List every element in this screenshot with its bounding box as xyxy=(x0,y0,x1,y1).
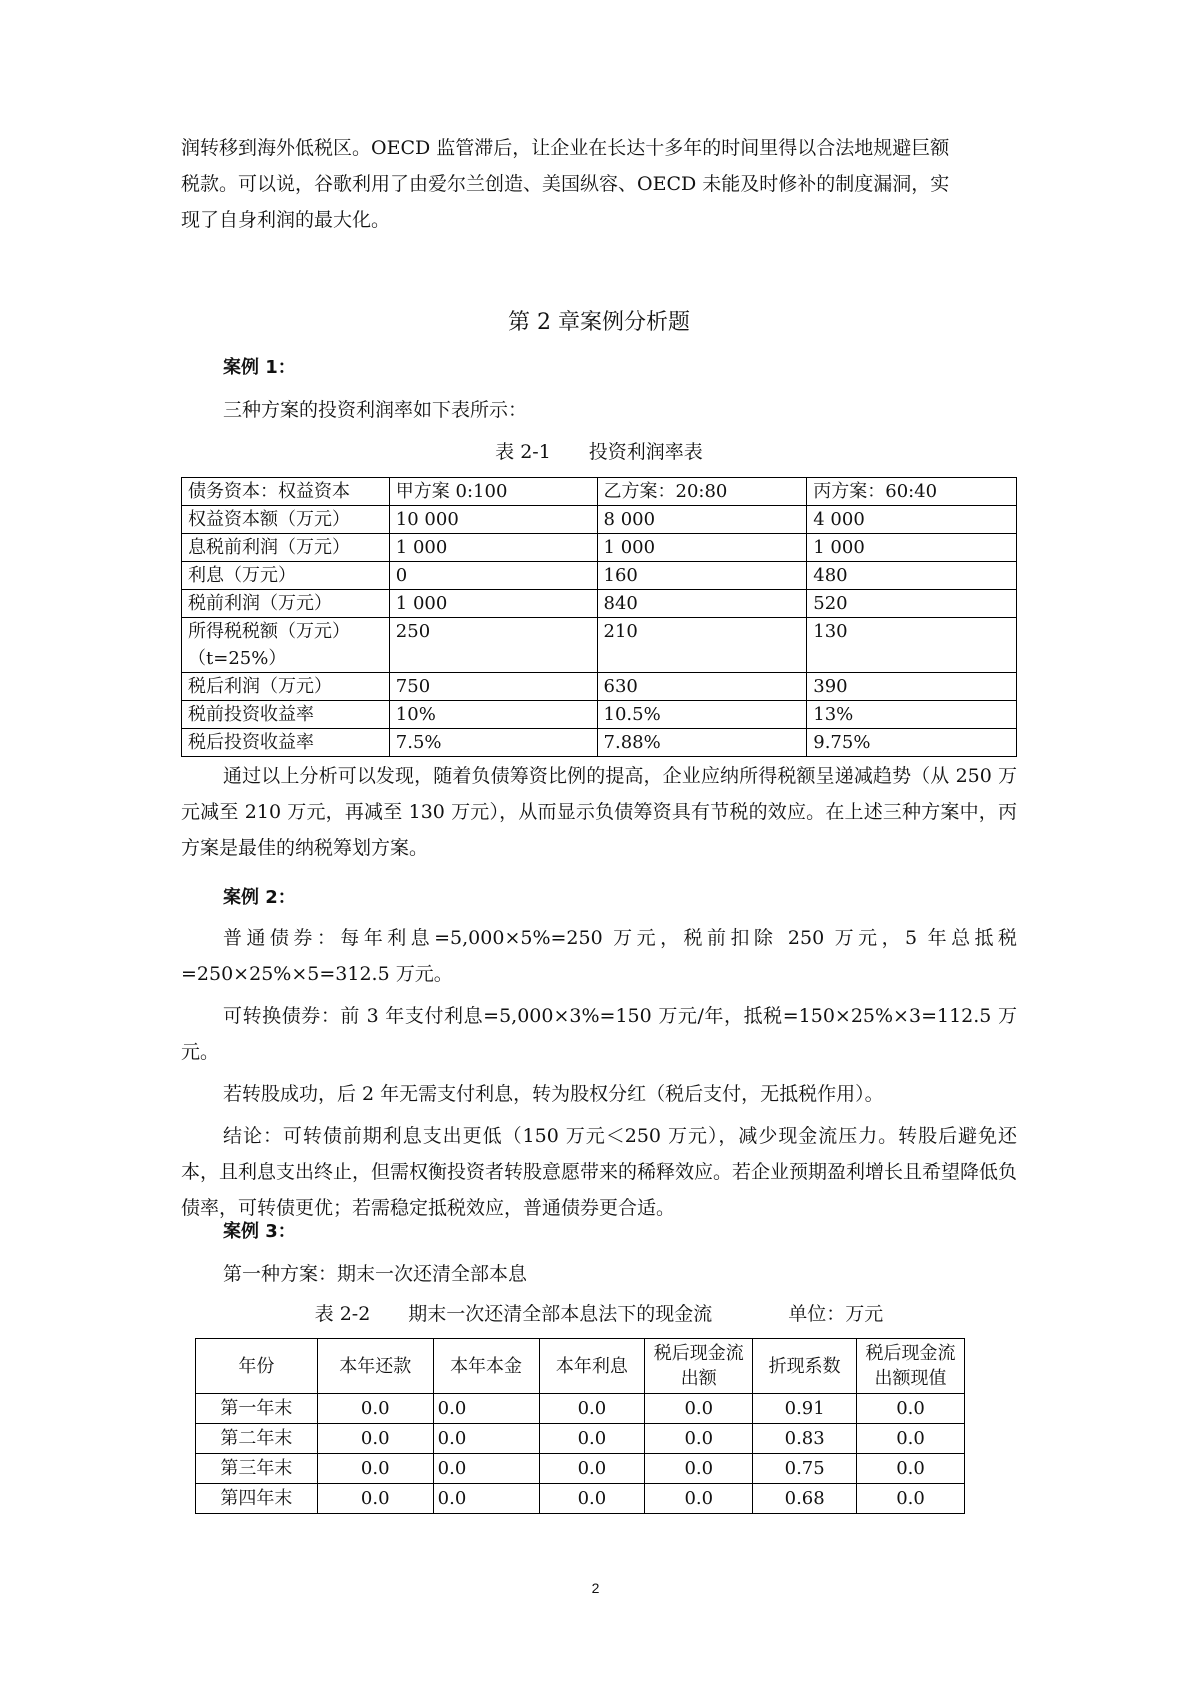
table-cell: 0.0 xyxy=(857,1394,965,1424)
table-row xyxy=(182,534,1017,562)
table-cell: 0.0 xyxy=(645,1454,753,1484)
table-cell: 第二年末 xyxy=(196,1424,318,1454)
table-cell: 本年还款 xyxy=(317,1339,433,1394)
table-cell: 税后投资收益率 xyxy=(182,729,390,757)
table-cell: 0.0 xyxy=(317,1484,433,1514)
table-2-1-caption: 表 2-1 投资利润率表 xyxy=(495,441,703,463)
table-row xyxy=(182,506,1017,534)
table-cell: 1 000 xyxy=(389,534,597,562)
table-cell: 利息（万元） xyxy=(182,562,390,590)
table-cell: 10 000 xyxy=(389,506,597,534)
table-cell: 0.83 xyxy=(753,1424,857,1454)
case2-paragraph-3: 若转股成功，后 2 年无需支付利息，转为股权分红（税后支付，无抵税作用）。 xyxy=(223,1083,884,1105)
table-cell: 7.5% xyxy=(389,729,597,757)
table-cell: 0.0 xyxy=(433,1484,539,1514)
table-cell: 税前投资收益率 xyxy=(182,701,390,729)
table-cell: 本年本金 xyxy=(433,1339,539,1394)
table-cell: 息税前利润（万元） xyxy=(182,534,390,562)
table-cell: 520 xyxy=(807,590,1017,618)
table-cell: 折现系数 xyxy=(753,1339,857,1394)
table-2-2-caption: 表 2-2 期末一次还清全部本息法下的现金流 单位：万元 xyxy=(314,1303,884,1325)
intro-paragraph xyxy=(181,130,1017,238)
table-cell: 390 xyxy=(807,673,1017,701)
table-header-row xyxy=(182,478,1017,506)
table-cell: 0.0 xyxy=(317,1424,433,1454)
table-cell: 0.0 xyxy=(645,1424,753,1454)
table-cell: 丙方案：60:40 xyxy=(807,478,1017,506)
table-cell: 0.0 xyxy=(857,1424,965,1454)
case3-label: 案例 3： xyxy=(223,1221,296,1242)
case2-label: 案例 2： xyxy=(223,887,296,908)
table-cell: 0.0 xyxy=(645,1484,753,1514)
table-cell: 税前利润（万元） xyxy=(182,590,390,618)
table-2-1 xyxy=(181,477,1017,757)
table-cell: 税后现金流出额现值 xyxy=(857,1339,965,1394)
table-cell: 1 000 xyxy=(389,590,597,618)
table-cell: 130 xyxy=(807,618,1017,673)
table-cell: 210 xyxy=(597,618,807,673)
table-cell: 甲方案 0:100 xyxy=(389,478,597,506)
table-cell: 所得税税额（万元）（t=25%） xyxy=(182,618,390,673)
table-cell: 1 000 xyxy=(807,534,1017,562)
table-cell: 0.0 xyxy=(433,1454,539,1484)
intro-line-1: 润转移到海外低税区。OECD 监管滞后，让企业在长达十多年的时间里得以合法地规避巨额 xyxy=(181,137,950,159)
page-number: 2 xyxy=(591,1580,600,1596)
table-cell: 840 xyxy=(597,590,807,618)
table-cell: 1 000 xyxy=(597,534,807,562)
table-header-row xyxy=(196,1339,965,1394)
table-cell: 7.88% xyxy=(597,729,807,757)
table-cell: 10.5% xyxy=(597,701,807,729)
chapter-title: 第 2 章案例分析题 xyxy=(508,310,690,335)
table-cell: 0.0 xyxy=(857,1454,965,1484)
case2-paragraph-4: 结论：可转债前期利息支出更低（150 万元＜250 万元），减少现金流压力。转股后避免还本，且利息支出终止，但需权衡投资者转股意愿带来的稀释效应。若企业预期盈利增长且希望降低负债率，可转债更优；若需稳定抵税效应，普通债券更合适。 xyxy=(181,1125,1018,1219)
table-row xyxy=(196,1484,965,1514)
table-cell: 160 xyxy=(597,562,807,590)
table-cell: 年份 xyxy=(196,1339,318,1394)
table-cell: 第四年末 xyxy=(196,1484,318,1514)
table-row xyxy=(182,618,1017,673)
table-row xyxy=(196,1424,965,1454)
table-cell: 480 xyxy=(807,562,1017,590)
table-cell: 税后现金流出额 xyxy=(645,1339,753,1394)
table-cell: 0 xyxy=(389,562,597,590)
case2-paragraph-2: 可转换债券：前 3 年支付利息=5,000×3%=150 万元/年，抵税=150×25%×3=112.5 万元。 xyxy=(181,1005,1017,1063)
table-cell: 4 000 xyxy=(807,506,1017,534)
case1-intro: 三种方案的投资利润率如下表所示： xyxy=(223,399,528,421)
table-cell: 第一年末 xyxy=(196,1394,318,1424)
table-row xyxy=(182,562,1017,590)
table-cell: 250 xyxy=(389,618,597,673)
table-cell: 权益资本额（万元） xyxy=(182,506,390,534)
table-row xyxy=(182,590,1017,618)
table-cell: 630 xyxy=(597,673,807,701)
case1-conclusion: 通过以上分析可以发现，随着负债筹资比例的提高，企业应纳所得税额呈递减趋势（从 250 万元减至 210 万元，再减至 130 万元），从而显示负债筹资具有节税的效应。在上述三种方案中，丙方案是最佳的纳税筹划方案。 xyxy=(181,765,1017,859)
table-cell: 乙方案：20:80 xyxy=(597,478,807,506)
table-cell: 0.0 xyxy=(645,1394,753,1424)
table-cell: 13% xyxy=(807,701,1017,729)
table-cell: 0.0 xyxy=(317,1454,433,1484)
table-row xyxy=(196,1454,965,1484)
table-cell: 0.91 xyxy=(753,1394,857,1424)
table-row xyxy=(196,1394,965,1424)
table-cell: 0.0 xyxy=(539,1484,645,1514)
table-cell: 0.0 xyxy=(539,1394,645,1424)
table-cell: 9.75% xyxy=(807,729,1017,757)
table-cell: 税后利润（万元） xyxy=(182,673,390,701)
table-cell: 0.0 xyxy=(857,1484,965,1514)
intro-line-3: 现了自身利润的最大化。 xyxy=(181,209,391,231)
table-cell: 0.68 xyxy=(753,1484,857,1514)
table-2-2 xyxy=(195,1338,965,1514)
table-cell: 0.0 xyxy=(433,1424,539,1454)
case1-label: 案例 1： xyxy=(223,357,296,378)
table-cell: 第三年末 xyxy=(196,1454,318,1484)
table-cell: 0.0 xyxy=(539,1454,645,1484)
case3-intro: 第一种方案：期末一次还清全部本息 xyxy=(223,1263,528,1285)
table-row xyxy=(182,729,1017,757)
intro-line-2: 税款。可以说，谷歌利用了由爱尔兰创造、美国纵容、OECD 未能及时修补的制度漏洞，实 xyxy=(181,173,950,195)
table-row xyxy=(182,673,1017,701)
table-cell: 10% xyxy=(389,701,597,729)
case2-paragraph-1: 普通债券：每年利息=5,000×5%=250 万元，税前扣除 250 万元，5 年总抵税 =250×25%×5=312.5 万元。 xyxy=(181,927,1017,985)
table-cell: 0.75 xyxy=(753,1454,857,1484)
table-cell: 债务资本：权益资本 xyxy=(182,478,390,506)
table-cell: 0.0 xyxy=(539,1424,645,1454)
table-cell: 0.0 xyxy=(317,1394,433,1424)
table-cell: 0.0 xyxy=(433,1394,539,1424)
table-cell: 750 xyxy=(389,673,597,701)
table-row xyxy=(182,701,1017,729)
table-cell: 8 000 xyxy=(597,506,807,534)
table-cell: 本年利息 xyxy=(539,1339,645,1394)
